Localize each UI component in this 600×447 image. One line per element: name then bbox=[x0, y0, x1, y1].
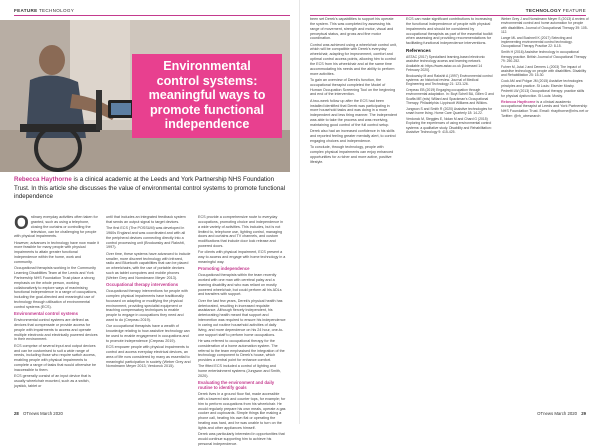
lead-paragraph bbox=[14, 215, 99, 239]
bio-text: is a clinical academic occupational therapist at Leeds and York Partnership NHS Foundation Trust. Email: rhaythorne@nhs.net or Twitter: @rh_otresearch bbox=[501, 99, 589, 119]
magazine-issue: OTnews March 2020 bbox=[22, 411, 63, 416]
title-line: promote functional bbox=[149, 102, 265, 117]
references-heading: References bbox=[406, 48, 431, 54]
body-paragraph: Derek was particularly interested in opportunities that would continue supporting him to achieve his personal independence. bbox=[198, 432, 285, 446]
body-paragraph: been set Derek's capabilities to support his operate the system. This was completed by assessing his range of movement, strength and motor, visual and perceptual status, and gross and fine motor coordination. bbox=[310, 17, 394, 41]
body-paragraph: Derek lives in a ground floor flat, made accessible with a lowered sink and counter tops, for example; for him to perform occupations from his wheelchair. He would regularly prepare his own meals, operate a gas cooker and cupboards. Simple things like making a phone call, heating his own flat or operating the heating was hard, and he was unable to turn on the lights and other appliances himself. bbox=[198, 392, 286, 430]
reference-item: Crepeau EB (2019) Engaging occupation through environmental adaptation. In: Boyt Schell BA, Gillen G and Scaffa ME (eds) Willard and Spackman's Occupational Therapy. Philadelphia: Lippincott Williams and Wilkins. bbox=[406, 88, 494, 106]
header-section: FEATURE bbox=[14, 8, 38, 13]
reference-item: Brodowsky M and Rakshit A (1997) Environmental control systems: an historical review. Journal of Medical Engineering and Technology 21: 123-126. bbox=[406, 73, 493, 87]
hero-photo bbox=[0, 20, 290, 172]
right-column-1 bbox=[310, 17, 398, 408]
body-paragraph: ECS generally consist of an input device that is usually wheelchair mounted, such as a switch, joystick, tablet or bbox=[14, 374, 91, 388]
title-line: independence bbox=[164, 117, 250, 132]
right-page-header bbox=[526, 8, 586, 13]
magazine-issue: OTnews March 2020 bbox=[537, 411, 578, 416]
reference-item: Weber Grey J and Nomdmann Meyer S (2013) A review of environmental control and home automation for people with disabilities. Journal of Occupational Therapy 39: 105-112. bbox=[501, 17, 589, 34]
body-paragraph: Derek also had an increased confidence in his skills and reported feeling greater mentally alert, to control engaging choices and independence. bbox=[310, 129, 396, 143]
reference-item: Jungwon S and Smith R (2020) Assistive technologies for smart home living. Home Care Quarterly 18: 14-22. bbox=[406, 106, 493, 116]
body-paragraph: ECS comprise of several input and output devices and can be customised to suit a wide range of needs, including those who require switch access, enabling people with physical impairments to complete a range of tasks that would otherwise be inaccessible to them. bbox=[14, 343, 96, 372]
title-line: Environmental bbox=[163, 59, 251, 73]
reference-item: Pedretti LW (2013) Occupational therapy: practice skills for physical dysfunction. St Louis: Mosby. bbox=[501, 89, 585, 98]
reference-item: Fuhrer M, Jutai J and Demers L (2003) The impact of assistive technology on people with disabilities. Disability and Rehabilitation 25: 15-30. bbox=[501, 64, 587, 78]
body-paragraph: Occupational therapists working in the Community Learning Disabilities Team at the Leeds and York Partnership NHS Foundation Trust place a strong emphasis on the whole person, working collaboratively to explore ways of maximising functional independence in a range of occupations, including the goal-directed and meaningful use of technology through utilisation of environmental control systems (ECS). bbox=[14, 266, 98, 309]
header-rule bbox=[310, 15, 586, 16]
page-number: 28 bbox=[14, 411, 19, 416]
bio-name: Rebecca Haythorne bbox=[501, 99, 536, 104]
standfirst-text: is a clinical academic at the Leeds and York Partnership NHS Foundation Trust. In this article she discusses the value of environmental control systems to promote functional independence bbox=[14, 176, 286, 201]
header-topic: TECHNOLOGY bbox=[525, 8, 562, 13]
left-column-3 bbox=[198, 215, 286, 446]
right-page-footer bbox=[537, 411, 586, 416]
left-column-1 bbox=[14, 215, 99, 408]
lead-text: rdinary everyday activities often taken for granted, such as using a telephone, closing the curtains or controlling the television, can be challenging for people with physical impairments. bbox=[14, 215, 98, 239]
drop-cap: O bbox=[14, 213, 29, 234]
body-paragraph: until that includes an integrated feedback system that sends an output signal to target devices. bbox=[106, 215, 186, 224]
reference-item: Smith H (2016) Assistive technology in occupational therapy practice. British Journal of Occupational Therapy 79: 250-252. bbox=[501, 50, 587, 63]
section-heading: Evaluating the environment and daily routine to identify goals bbox=[198, 380, 275, 391]
author-name: Rebecca Haythorne bbox=[14, 176, 72, 183]
header-section: FEATURE bbox=[562, 8, 586, 13]
reference-item: ASTAC (2017) Specialised learning-based electronic assistive technology access and learning network. Available at: https://www.astac.co.uk [Accessed 14 February 2020]. bbox=[406, 54, 485, 72]
article-title bbox=[132, 54, 282, 138]
body-paragraph: To gain an overview of Derek's function, the occupational therapist completed the Model of Human Occupation Screening Tool on the beginning and end of the intervention. bbox=[310, 77, 396, 97]
title-line: control systems: bbox=[156, 73, 258, 88]
body-paragraph: Over time, these systems have advanced to include smaller, more discreet technology with infrared, radio and Bluetooth capabilities that can be placed on wheelchairs, with the use of portable devices such as tablet computers and mobile phones (Weber Grey and Nomdmann Meyer 2013). bbox=[106, 251, 191, 280]
body-paragraph: However, advances in technology have now made it more feasible for many people with physical impairments to attain greater functional independence within the home, work and community. bbox=[14, 240, 99, 264]
header-topic: TECHNOLOGY bbox=[38, 8, 75, 13]
article-standfirst bbox=[14, 176, 286, 202]
body-paragraph: The first ECS (The POSSUM) was developed in 1960s England and was coordinated and with all the peripheral devices connecting directly into a control processing unit (Brodowsky and Rakshit, 1997). bbox=[106, 226, 186, 250]
right-page bbox=[300, 0, 600, 424]
body-paragraph: To conclude, through technology, people with complex physical impairments can enjoy enhanced opportunities for a richer and more active, positive lifestyle. bbox=[310, 145, 394, 164]
left-column-2 bbox=[106, 215, 191, 408]
author-bio bbox=[501, 100, 589, 119]
reference-item: Lange ML and Bushnell K (2017) Selecting and implementing environmental control technology. Occupational Therapy Practice 22: 8-15. bbox=[501, 35, 573, 49]
body-paragraph: ECS provide a comprehensive route to everyday occupations, promoting choice and independence in a wide variety of activities. This includes, but is not limited to, telephone use, lighting control, managing doors and curtains and TV channels, and custom modifications that include door lock release and powered doors. bbox=[198, 215, 284, 249]
section-heading: Promoting independence bbox=[198, 266, 250, 272]
body-paragraph: Occupational therapy interventions for people with complex physical impairments have traditionally focussed on adapting or modifying the physical environment, providing specialist equipment or teaching compensatory techniques to enable people to engage in occupations they need and want to do (Crepeau 2019). bbox=[106, 288, 188, 323]
body-paragraph: Over the last few years, Derek's physical health has deteriorated, resulting in increased requisite assistance. Although fiercely independent, his deteriorating health meant that support and intervention was required to ensure his independence in caring out routine household activities of daily living, and more dependence on his 24 hour, one-to-one support staff to perform home occupations. bbox=[198, 298, 286, 337]
body-paragraph: He was referred to occupational therapy for the consideration of a home automation system. The referral to the team emphasised the integration of the technology component to Derek's house, which provides a central point for enhance comfort. bbox=[198, 338, 285, 363]
right-column-2 bbox=[406, 17, 494, 408]
reference-item: Verdonck M, Steggles E, Nolan M and Chard G (2015) Exploring the experiences of using environmental control systems: a qualitative study. Disability and Rehabilitation: Assistive Technology 9: 415-425. bbox=[406, 117, 492, 135]
header-rule bbox=[14, 15, 290, 16]
section-heading: Environmental control systems bbox=[14, 311, 78, 317]
body-paragraph: A two-week follow up after the ECS had been installed identified that Derek was participating in more household tasks and was doing in a more independent and less tiring manner. The independent was able to take the process and was receiving, maintaining good control of the full control setup. bbox=[310, 98, 398, 127]
body-paragraph: Control was achieved using a wheelchair control unit, which will be compatible with Derek's everyday wheelchair, adapting for improvement, comfort and optimal control access points, allowing him to control the ECS from his wheelchair and at the same time accommodating his needs and the ability to perform more activities. bbox=[310, 42, 397, 76]
body-paragraph: Occupational therapists within the team recently worked with one man with cerebral palsy and a learning disability and who was reliant on mostly powered wheelchair, but could perform all his ADLs and transfers with support. bbox=[198, 273, 282, 297]
body-paragraph: For clients with physical impairment, ECS present a way to access and engage with home technology in a meaningful way. bbox=[198, 250, 286, 264]
body-paragraph: The fitted ECS included a control of lighting and home entertainment systems (Jungwon and Smith, 2020). bbox=[198, 364, 282, 379]
page-number: 29 bbox=[581, 411, 586, 416]
right-column-3 bbox=[501, 17, 589, 408]
section-heading: Occupational therapy interventions bbox=[106, 282, 179, 288]
body-paragraph: Our occupational therapists have a wealth of knowledge relating to how assistive technology can be used to enable engagement in occupations and to promote independence (Crepeau 2019). bbox=[106, 324, 190, 343]
left-page-header bbox=[14, 8, 74, 13]
body-paragraph: ECS can make significant contributions to increasing the functional independence of people with physical impairments and should be considered by occupational therapists as part of the essential toolkit when assessing and providing recommendations for facilitating functional independence interventions. bbox=[406, 17, 493, 46]
body-paragraph: ECS empower people with physical impairments to control and access everyday electrical devices, an area of life now considered by many as essential to meaningful participation in society (Weber Grey and Nomdmann Meyer 2013; Verdonck 2015). bbox=[106, 345, 191, 369]
left-page-footer bbox=[14, 411, 63, 416]
body-paragraph: Environmental control systems are defined as devices that compensate or provide access for people with impairments to access and operate multiple electronic and electrically powered devices in their environment. bbox=[14, 318, 98, 342]
title-line: meaningful ways to bbox=[148, 88, 266, 103]
reference-item: Cook AM and Polgar JM (2015) Assistive technologies: principles and practice. St Louis: Elsevier Mosby. bbox=[501, 79, 584, 88]
